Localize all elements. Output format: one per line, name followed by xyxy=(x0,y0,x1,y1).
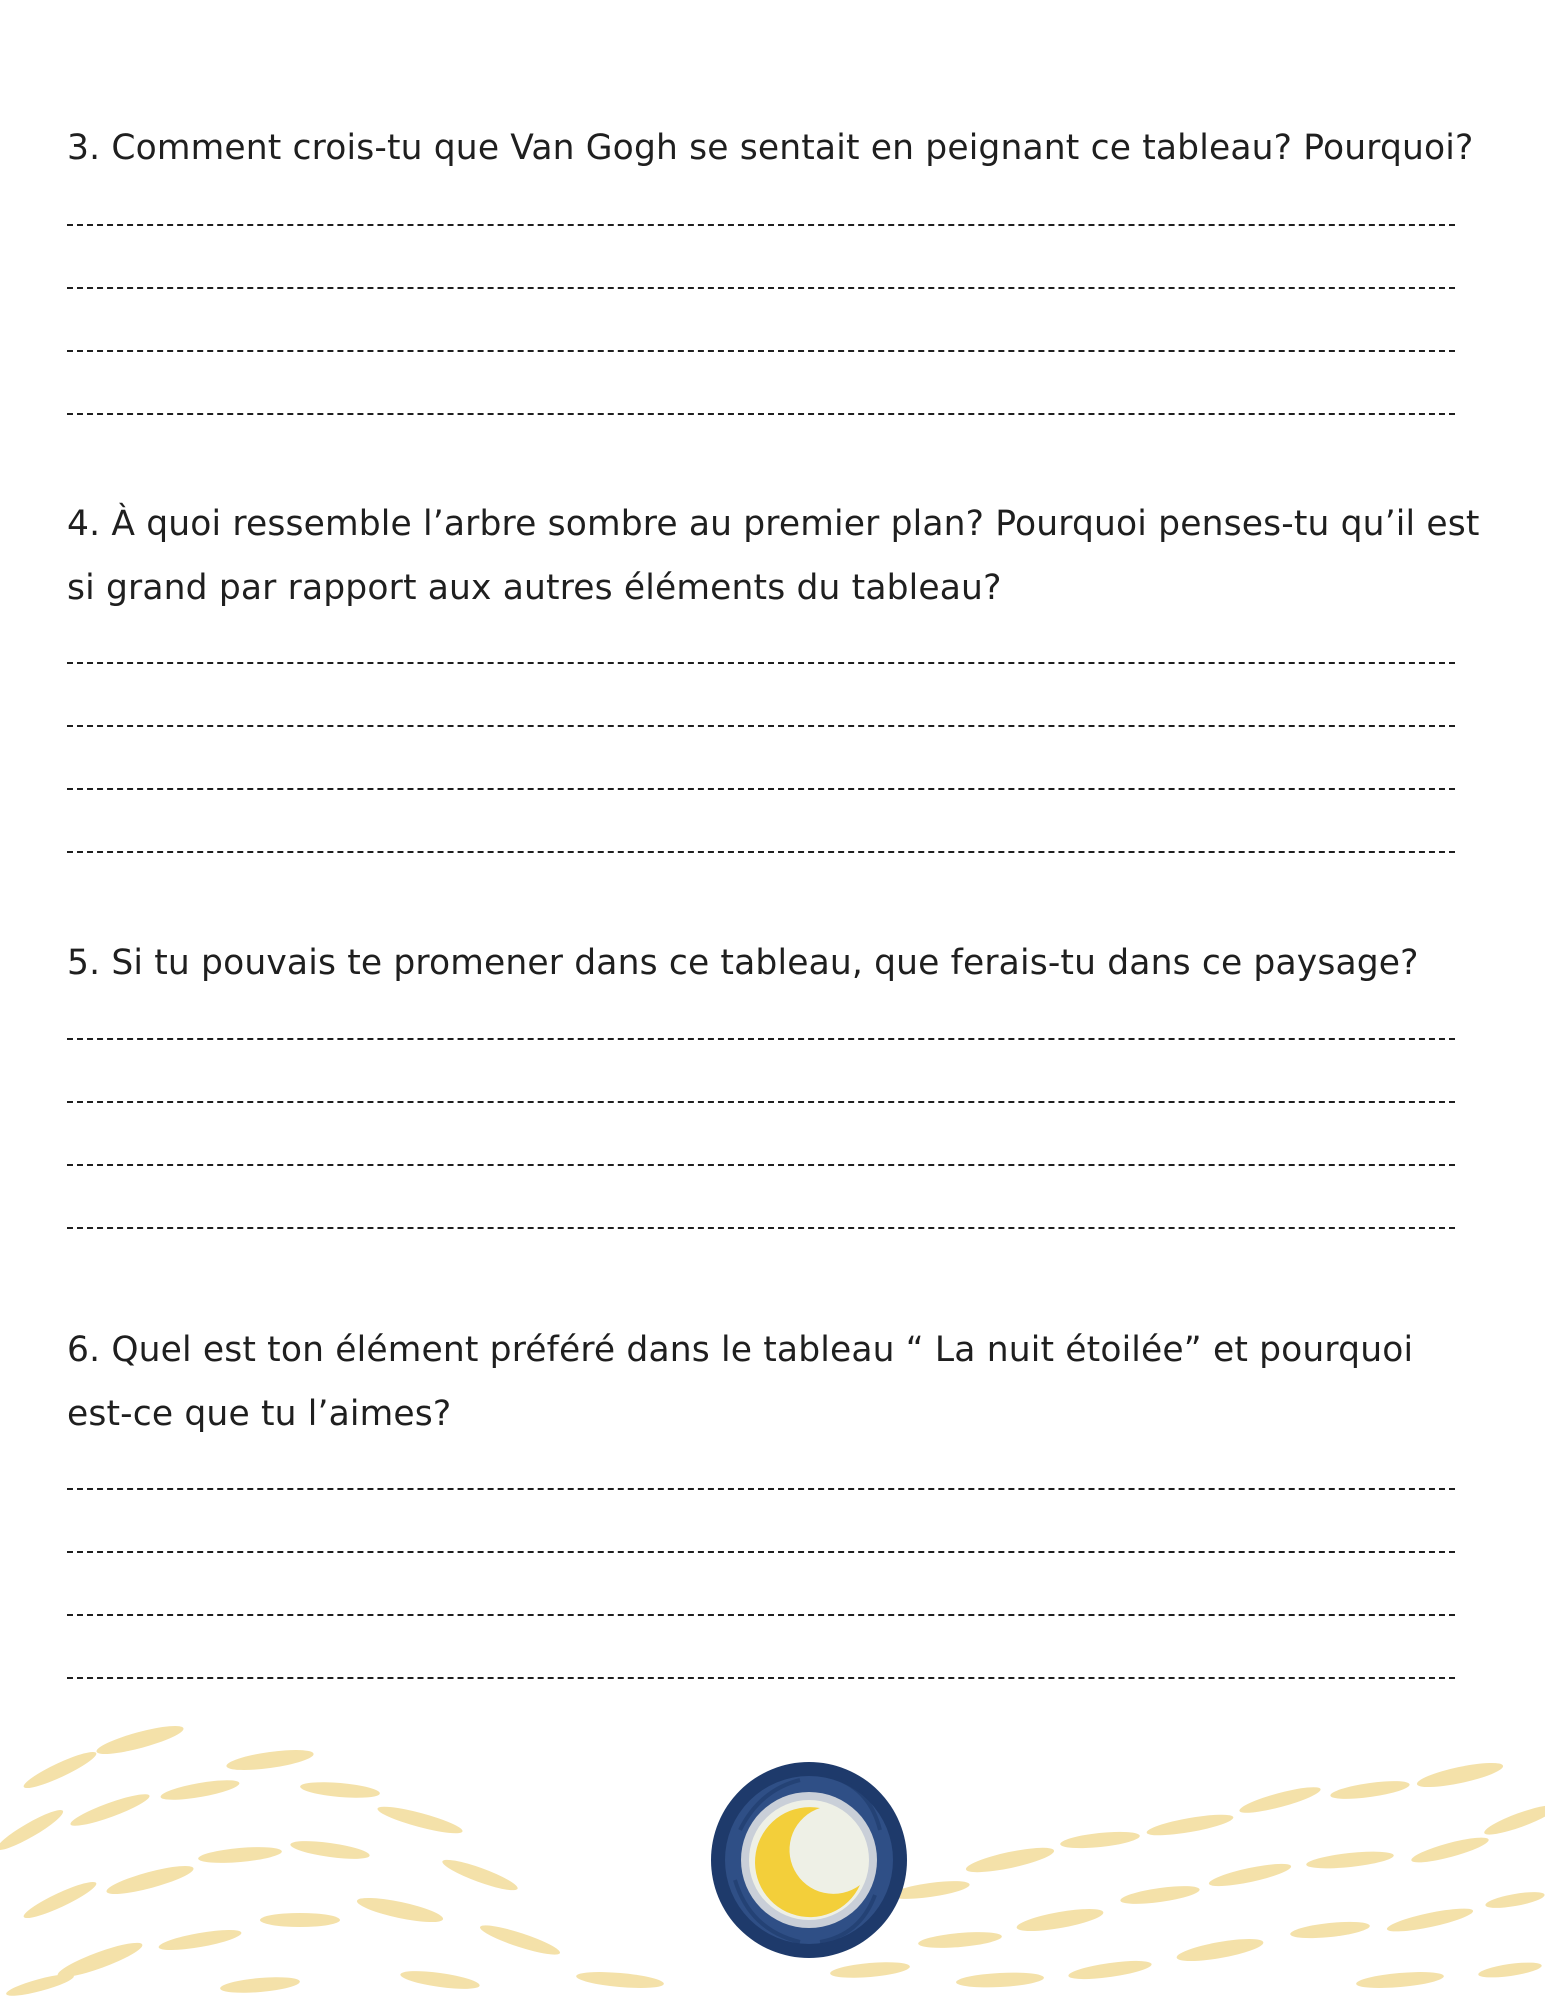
answer-line[interactable] xyxy=(67,725,1455,727)
crescent-moon-icon xyxy=(711,1762,907,1958)
answer-line[interactable] xyxy=(67,1551,1455,1553)
question-5: 5. Si tu pouvais te promener dans ce tableau, que ferais-tu dans ce paysage? xyxy=(67,943,1419,983)
answer-line[interactable] xyxy=(67,851,1455,853)
answer-line[interactable] xyxy=(67,287,1455,289)
answer-line[interactable] xyxy=(67,1101,1455,1103)
answer-line[interactable] xyxy=(67,224,1455,226)
question-3: 3. Comment crois-tu que Van Gogh se sentait en peignant ce tableau? Pourquoi? xyxy=(67,128,1474,168)
answer-line[interactable] xyxy=(67,413,1455,415)
answer-line[interactable] xyxy=(67,1164,1455,1166)
answer-line[interactable] xyxy=(67,1614,1455,1616)
answer-line[interactable] xyxy=(67,788,1455,790)
answer-line[interactable] xyxy=(67,1227,1455,1229)
question-6: 6. Quel est ton élément préféré dans le tableau “ La nuit étoilée” et pourquoi est-ce que tu l’aimes? xyxy=(67,1330,1414,1434)
answer-line[interactable] xyxy=(67,1488,1455,1490)
question-4: 4. À quoi ressemble l’arbre sombre au premier plan? Pourquoi penses-tu qu’il est si grand par rapport aux autres éléments du tableau? xyxy=(67,504,1480,608)
answer-line[interactable] xyxy=(67,350,1455,352)
answer-line[interactable] xyxy=(67,1038,1455,1040)
swirl-decoration xyxy=(0,1680,1545,2000)
answer-line[interactable] xyxy=(67,662,1455,664)
answer-line[interactable] xyxy=(67,1677,1455,1679)
